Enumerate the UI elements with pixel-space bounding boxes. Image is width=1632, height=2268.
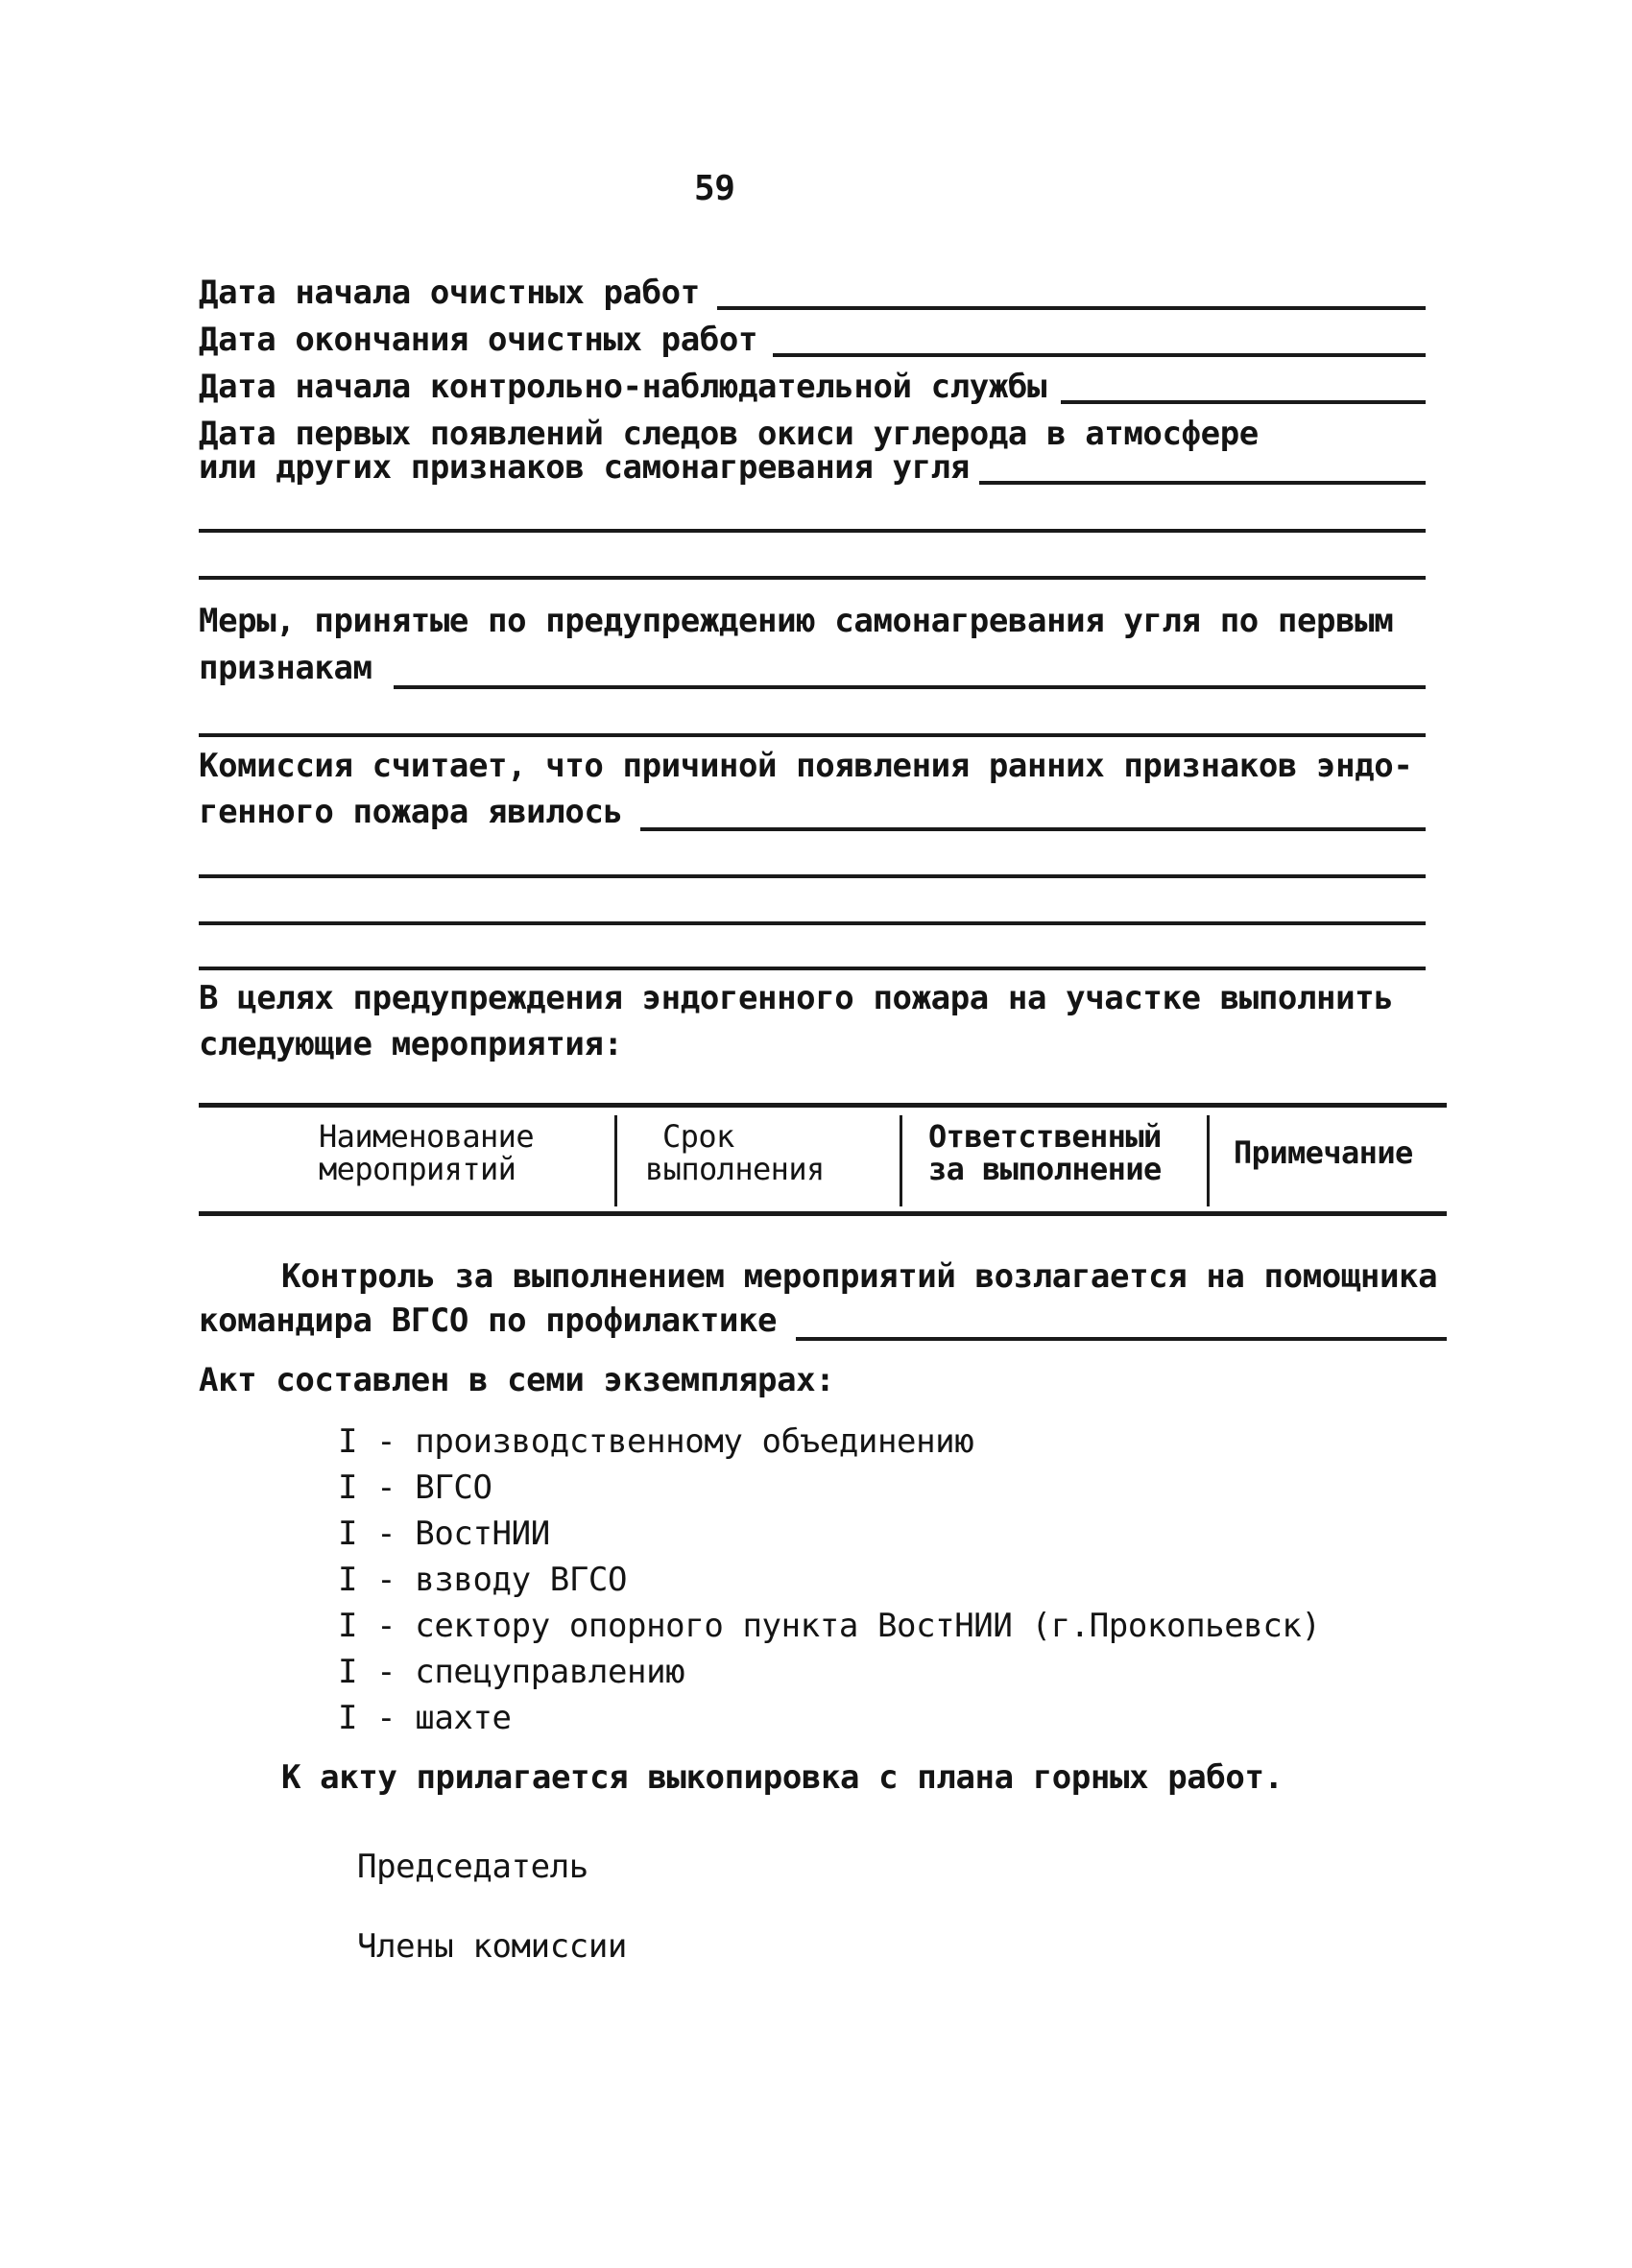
field-first-signs-line[interactable] [979,481,1426,485]
field-start-date-line[interactable] [717,306,1426,310]
prevention-label-1: В целях предупреждения эндогенного пожара на участке выполнить [199,979,1394,1017]
field-monitoring-start-label: Дата начала контрольно-наблюдательной службы [199,368,1047,406]
field-first-signs-label-2: или других признаков самонагревания угля [199,448,970,487]
measures-line[interactable] [394,685,1426,689]
control-label-1: Контроль за выполнением мероприятий возлагается на помощника [281,1257,1438,1296]
field-start-date-label: Дата начала очистных работ [199,274,700,312]
field-end-date-line[interactable] [773,353,1426,357]
table-column-separator [900,1115,902,1206]
signature-members: Члены комиссии [357,1927,627,1966]
field-first-signs-label-1: Дата первых появлений следов окиси углерода в атмосфере [199,415,1259,453]
field-monitoring-start-line[interactable] [1061,400,1426,404]
copies-list-item: I - ВостНИИ [338,1515,550,1553]
commission-extra-line-3[interactable] [199,967,1426,970]
measures-label-2: признакам [199,649,372,687]
copies-list-item: I - производственному объединению [338,1422,974,1461]
commission-line[interactable] [640,827,1426,831]
table-header-name-2: мероприятий [319,1151,516,1187]
table-column-separator [1207,1115,1210,1206]
table-header-name-1: Наименование [319,1118,534,1155]
commission-extra-line-1[interactable] [199,874,1426,878]
table-header-responsible-2: за выполнение [928,1151,1162,1187]
copies-list-item: I - ВГСО [338,1468,492,1507]
signature-chairman: Председатель [357,1848,588,1886]
table-header-note: Примечание [1234,1134,1413,1171]
measures-label-1: Меры, принятые по предупреждению самонагревания угля по первым [199,602,1394,640]
copies-list-item: I - взводу ВГСО [338,1561,628,1599]
control-line[interactable] [796,1337,1447,1341]
table-top-rule [199,1103,1447,1108]
commission-extra-line-2[interactable] [199,921,1426,925]
field-first-signs-extra-line-2[interactable] [199,576,1426,580]
copies-intro: Акт составлен в семи экземплярах: [199,1361,835,1399]
commission-label-1: Комиссия считает, что причиной появления ранних признаков эндо- [199,747,1413,785]
commission-label-2: генного пожара явилось [199,793,623,831]
field-first-signs-extra-line-1[interactable] [199,529,1426,533]
table-header-responsible-1: Ответственный [928,1118,1162,1155]
copies-list-item: I - сектору опорного пункта ВостНИИ (г.Прокопьевск) [338,1607,1321,1645]
field-end-date-label: Дата окончания очистных работ [199,321,758,359]
prevention-label-2: следующие мероприятия: [199,1025,623,1063]
control-label-2: командира ВГСО по профилактике [199,1301,778,1340]
copies-list-item: I - шахте [338,1699,512,1737]
page-number: 59 [694,169,735,208]
table-header-bottom-rule [199,1211,1447,1216]
table-header-deadline-2: выполнения [645,1151,825,1187]
measures-extra-line[interactable] [199,733,1426,737]
table-column-separator [614,1115,617,1206]
table-header-deadline-1: Срок [662,1118,734,1155]
copies-list-item: I - спецуправлению [338,1653,685,1691]
attachment-note: К акту прилагается выкопировка с плана горных работ. [281,1758,1284,1797]
